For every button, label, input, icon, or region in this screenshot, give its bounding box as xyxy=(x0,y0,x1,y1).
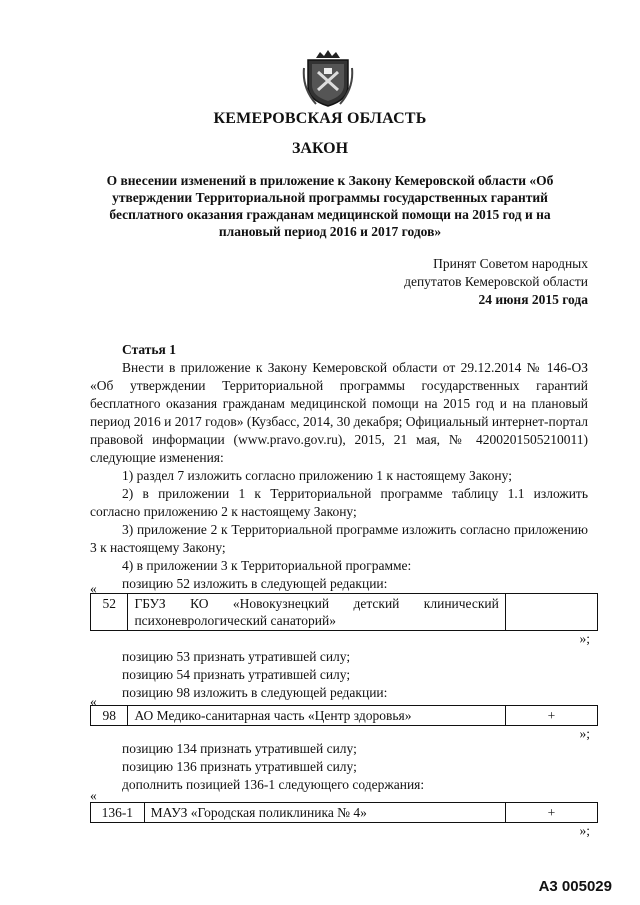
quote-close: »; xyxy=(579,823,590,838)
item-4: 4) в приложении 3 к Территориальной программе: xyxy=(122,558,412,573)
position-52-instruction: позицию 52 изложить в следующей редакции: xyxy=(122,576,388,591)
position-136-1-instruction: дополнить позицией 136-1 следующего содержания: xyxy=(122,777,425,792)
position-52-table xyxy=(90,593,598,631)
article-heading: Статья 1 xyxy=(122,342,176,357)
row-number: 98 xyxy=(91,706,128,726)
position-134: позицию 134 признать утратившей силу; xyxy=(122,741,357,756)
position-98-instruction: позицию 98 изложить в следующей редакции: xyxy=(122,685,388,700)
item-3: 3) приложение 2 к Территориальной программе изложить согласно приложению 3 к настоящему Закону; xyxy=(90,522,588,555)
adoption-line-1: Принят Советом народных xyxy=(433,256,588,271)
row-organization: МАУЗ «Городская поликлиника № 4» xyxy=(144,803,505,823)
adoption-block xyxy=(328,255,588,309)
adoption-date: 24 июня 2015 года xyxy=(478,292,588,307)
adoption-line-2: депутатов Кемеровской области xyxy=(404,274,588,289)
row-organization: АО Медико-санитарная часть «Центр здоровья» xyxy=(128,706,505,726)
position-54: позицию 54 признать утратившей силу; xyxy=(122,667,351,682)
row-organization: ГБУЗ КО «Новокузнецкий детский клинический психоневрологический санаторий» xyxy=(128,594,505,631)
region-name: КЕМЕРОВСКАЯ ОБЛАСТЬ xyxy=(213,110,427,127)
position-136-1-table xyxy=(90,802,598,823)
row-number: 136-1 xyxy=(91,803,145,823)
quote-open: « xyxy=(90,694,97,709)
quote-close: »; xyxy=(579,631,590,646)
law-title: О внесении изменений в приложение к Закону Кемеровской области «Об утверждении Территориальной программы государственных гарантий бесплатного оказания гражданам медицинской помощи на 2015 год и на плановый период 2016 и 2017 годов» xyxy=(106,173,554,239)
quote-close: »; xyxy=(579,726,590,741)
position-136: позицию 136 признать утратившей силу; xyxy=(122,759,357,774)
position-53: позицию 53 признать утратившей силу; xyxy=(122,649,351,664)
quote-open: « xyxy=(90,788,97,803)
document-type: ЗАКОН xyxy=(291,140,349,157)
article-intro: Внести в приложение к Закону Кемеровской области от 29.12.2014 № 146-ОЗ «Об утверждении Территориальной программы государственных гарантий бесплатного оказания гражданам медицинской помощи на 2015 год и на плановый период 2016 и 2017 годов» (Кузбасс, 2014, 30 декабря; Официальный интернет-портал правовой информации (www.pravo.gov.ru), 2015, 21 мая, № 4200201505210011) следующие изменения: xyxy=(90,360,589,465)
row-mark: + xyxy=(505,706,597,726)
kemerovo-coat-of-arms-icon xyxy=(302,48,354,108)
item-1: 1) раздел 7 изложить согласно приложению 1 к настоящему Закону; xyxy=(122,468,512,483)
table-row xyxy=(91,594,598,631)
row-mark xyxy=(505,594,597,631)
item-2: 2) в приложении 1 к Территориальной программе таблицу 1.1 изложить согласно приложению 2 к настоящему Закону; xyxy=(90,486,588,519)
position-98-table xyxy=(90,705,598,726)
table-row xyxy=(91,803,598,823)
row-number: 52 xyxy=(91,594,128,631)
row-mark: + xyxy=(505,803,597,823)
document-serial-number: А3 005029 xyxy=(538,878,612,895)
quote-open: « xyxy=(90,581,97,596)
table-row xyxy=(91,706,598,726)
